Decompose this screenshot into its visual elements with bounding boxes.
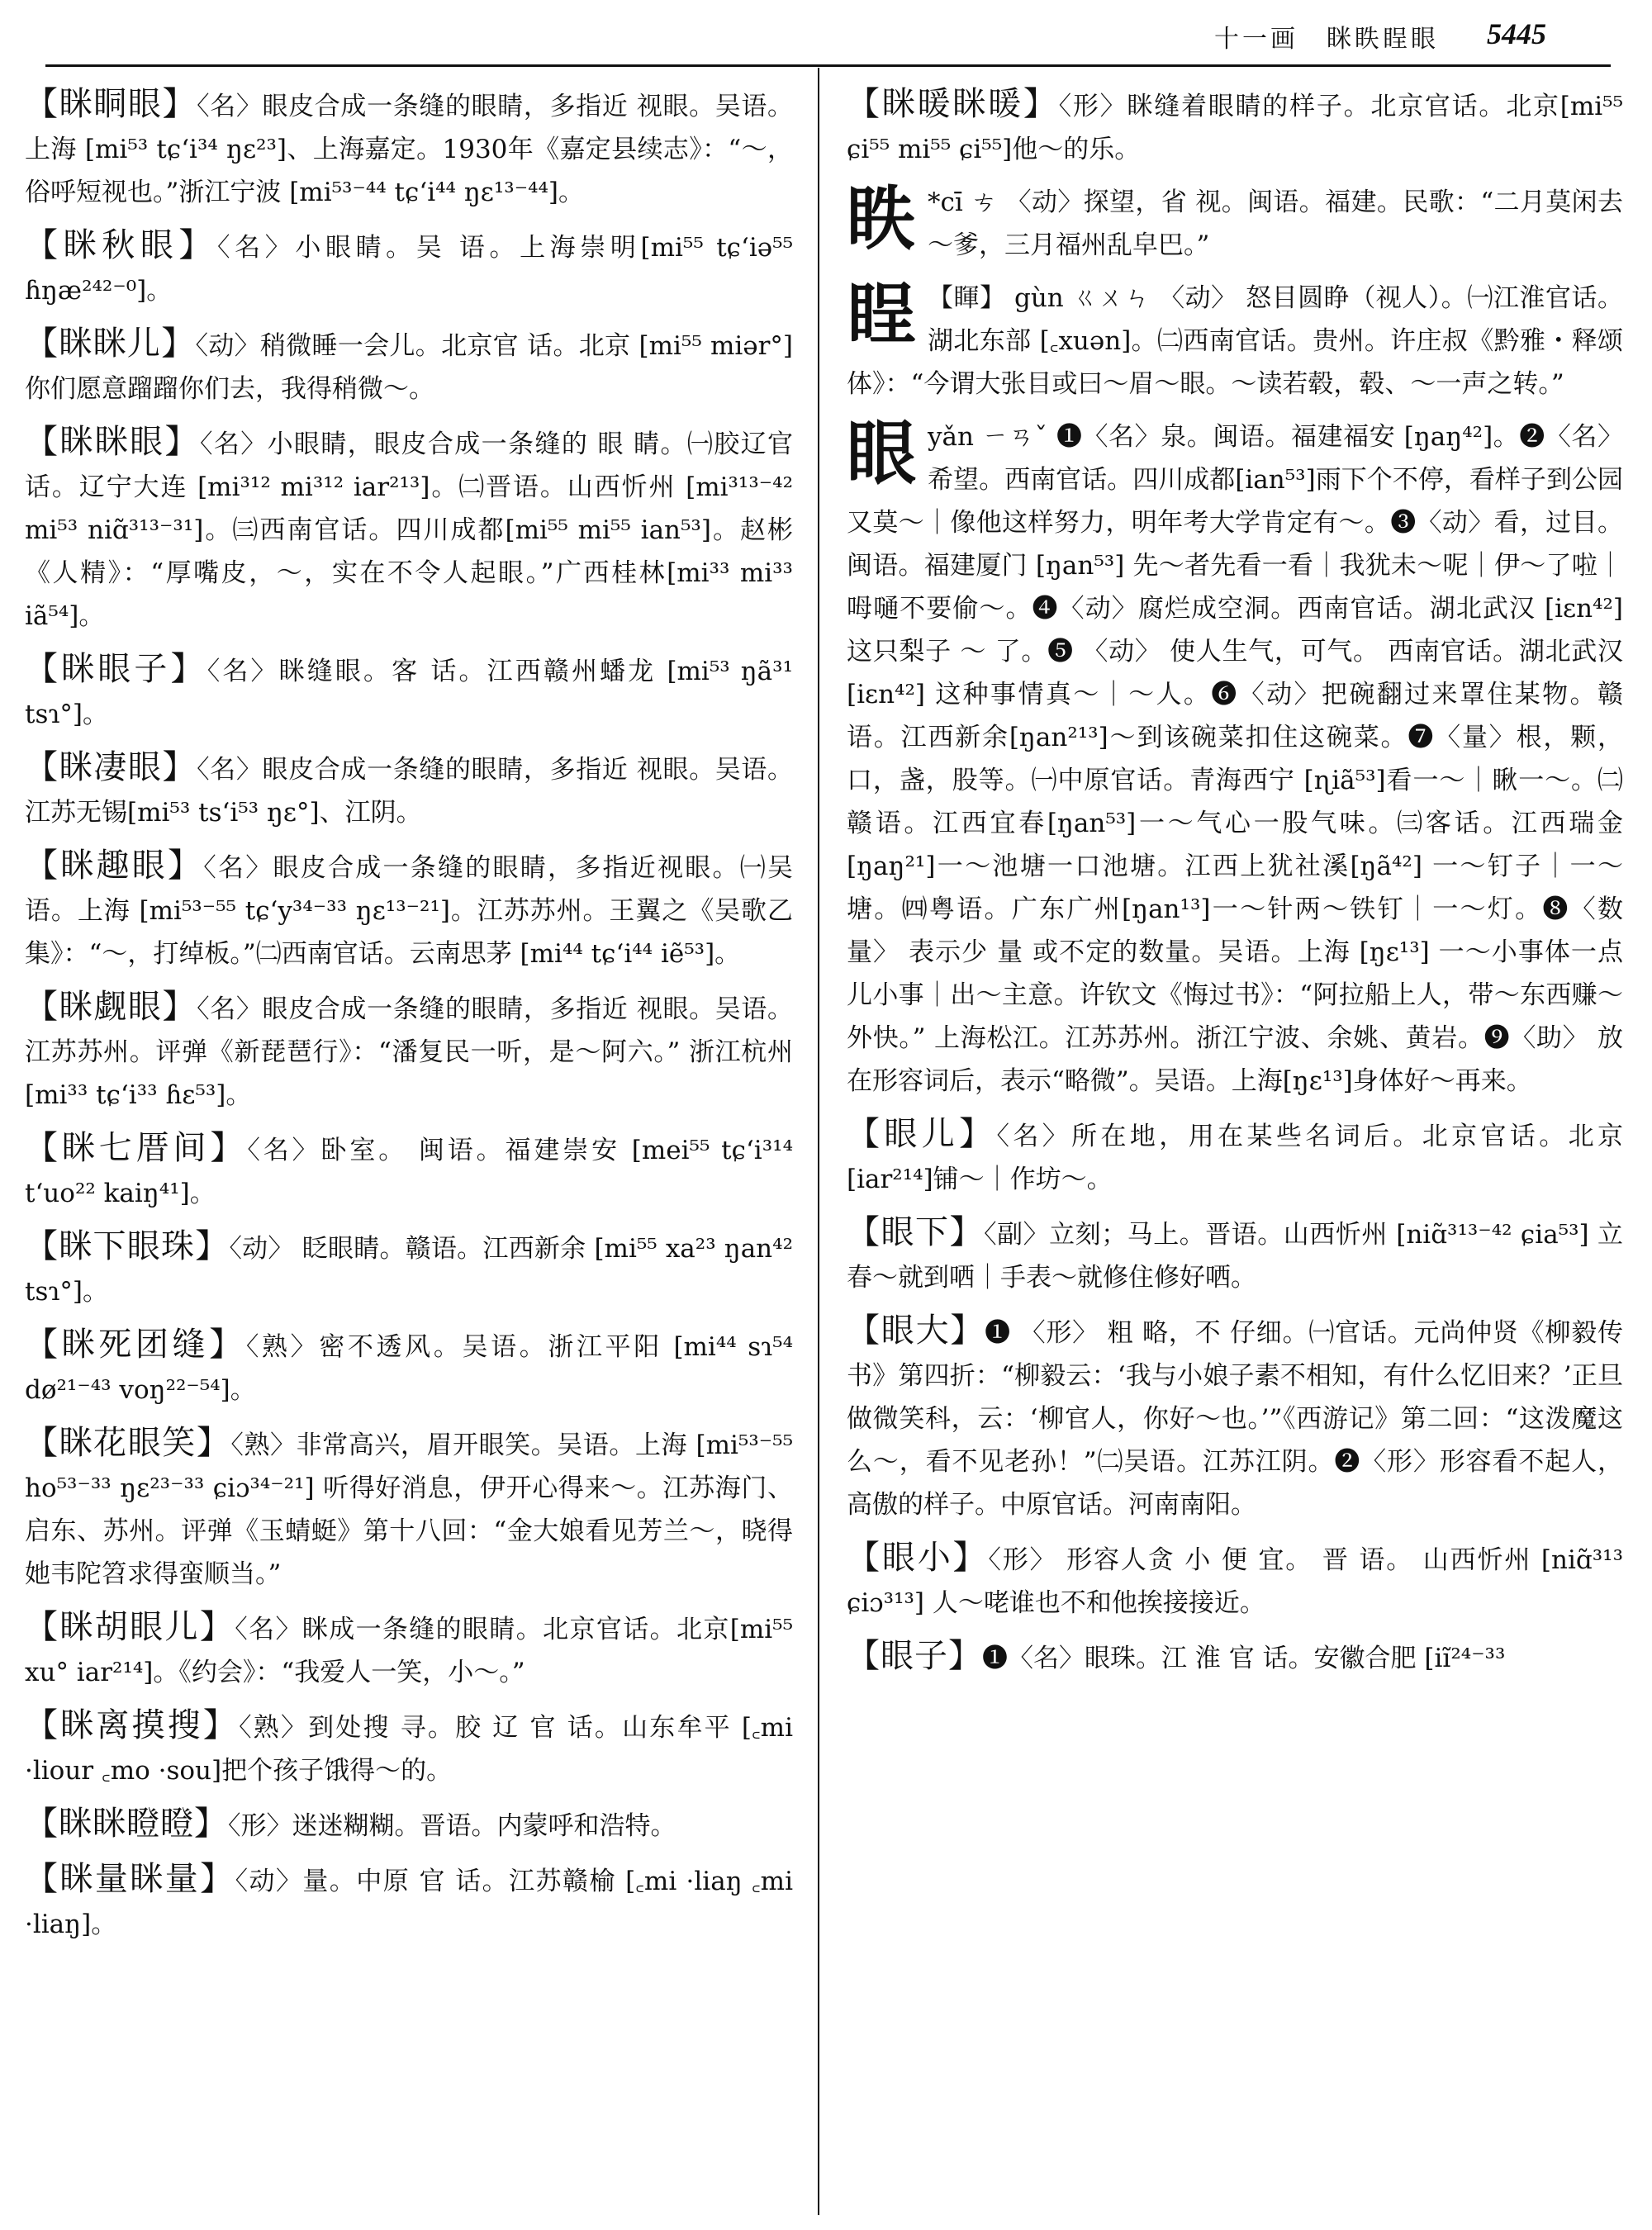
dictionary-entry: [847, 1113, 1623, 1201]
entry-definition: 〈动〉稍微睡一会儿。北京官 话。北京 [mi⁵⁵ miər°]你们愿意蹓蹓你们去，我得稍微～。: [25, 331, 793, 404]
entry-headword: 【眼子】: [847, 1637, 982, 1675]
dictionary-entry: [25, 1858, 793, 1946]
dictionary-entry: [25, 985, 793, 1117]
entry-definition: 【睴】 gùn ㄍㄨㄣ 〈动〉 怒目圆睁（视人）。㈠江淮官话。湖北东部 [꜀xuən]。㈡西南官话。贵州。许庄叔《黔雅・释颂体》：“今谓大张目或曰～眉～眼。～读若毂，毂、～一声之转。”: [847, 283, 1623, 399]
right-column: [847, 83, 1623, 2213]
entry-headword: 【眯趣眼】: [25, 847, 204, 885]
dictionary-entry: [25, 1127, 793, 1215]
dictionary-entry: [25, 1704, 793, 1792]
entry-headword: 【眯眼子】: [25, 650, 207, 688]
entry-definition: 〈形〉眯缝着眼睛的样子。北京官话。北京[mi⁵⁵ ɕi⁵⁵ mi⁵⁵ ɕi⁵⁵]他～的乐。: [847, 92, 1623, 164]
entry-definition: 〈动〉量。中原 官 话。江苏赣榆 [꜀mi ·liaŋ ꜀mi ·liaŋ]。: [25, 1867, 793, 1939]
dictionary-entry: [25, 1421, 793, 1596]
dictionary-entry: [25, 1225, 793, 1313]
entry-headword: 【眯凄眼】: [25, 748, 197, 786]
entry-definition: 〈形〉迷迷糊糊。晋语。内蒙呼和浩特。: [228, 1811, 676, 1841]
entry-definition: 〈熟〉密不透风。吴语。浙江平阳 [mi⁴⁴ sɿ⁵⁴ dø²¹⁻⁴³ voŋ²²⁻⁵⁴]。: [25, 1332, 793, 1405]
entry-definition: *cī ㄘ 〈动〉探望，省 视。闽语。福建。民歌：“二月莫闲去～爹，三月福州乱皁巴。”: [928, 187, 1623, 260]
entry-headword: 【眯秋眼】: [25, 226, 218, 264]
entry-headword: 【眯眯眼】: [25, 423, 200, 461]
entry-definition: 〈名〉所在地，用在某些名词后。北京官话。北京 [iar²¹⁴]铺～｜作坊～。: [847, 1122, 1623, 1194]
entry-definition: 〈名〉卧室。 闽语。福建崇安 [mei⁵⁵ tɕʻi³¹⁴ tʻuo²² kaiŋ⁴¹]。: [25, 1136, 793, 1208]
dictionary-entry: [25, 1606, 793, 1694]
dictionary-entry: [25, 648, 793, 736]
left-column: [25, 83, 793, 2213]
entry-headword: 【眯胡眼儿】: [25, 1608, 235, 1646]
entry-headword: 【眯觑眼】: [25, 988, 197, 1026]
entry-headword: 【眯眯瞪瞪】: [25, 1805, 228, 1843]
header-section-title: 十一画 眯眣睈眼: [1214, 25, 1439, 54]
page-number: 5445: [1487, 17, 1546, 50]
entry-definition: 〈熟〉到处搜 寻。胶 辽 官 话。山东牟平 [꜀mi ·liour ꜀mo ·sou]把个孩子饿得～的。: [25, 1713, 793, 1786]
entry-headword: 【眼大】: [847, 1312, 985, 1350]
entry-headword: 【眼小】: [847, 1539, 989, 1577]
dictionary-entry: [25, 420, 793, 638]
entry-definition: ❶ 〈形〉 粗 略，不 仔细。㈠官话。元尚仲贤《柳毅传书》第四折：“柳毅云：‘我与小娘子素不相知，有什么忆旧来？’正旦做微笑科，云：‘柳官人，你好～也。’”《西游记》第二回：“这泼魔这么～，看不见老孙！”㈡吴语。江苏江阴。❷〈形〉形容看不起人，高傲的样子。中原官话。河南南阳。: [847, 1318, 1623, 1520]
entry-definition: 〈名〉眯缝眼。客 话。江西赣州蟠龙 [mi⁵³ ŋã³¹ tsɿ°]。: [25, 657, 793, 729]
head-character: 睈: [847, 277, 917, 355]
character-entry: [847, 181, 1623, 267]
entry-headword: 【眯七厝间】: [25, 1129, 248, 1167]
dictionary-entry: [847, 1635, 1623, 1680]
dictionary-entry: [25, 1323, 793, 1412]
entry-definition: 〈名〉眼皮合成一条缝的眼睛，多指近 视眼。吴语。上海 [mi⁵³ tɕʻi³⁴ ŋɛ²³]、上海嘉定。1930年《嘉定县续志》：“～，俗呼短视也。”浙江宁波 [mi⁵³⁻⁴⁴ tɕʻi⁴⁴ ŋɛ¹³⁻⁴⁴]。: [25, 92, 793, 207]
entry-headword: 【眯花眼笑】: [25, 1424, 231, 1462]
character-entry: [847, 415, 1623, 1103]
entry-definition: 〈形〉 形容人贪 小 便 宜。 晋 语。 山西忻州 [niɑ̃³¹³ ɕiɔ³¹³] 人～咾谁也不和他挨接接近。: [847, 1545, 1623, 1618]
entry-definition: 〈熟〉非常高兴，眉开眼笑。吴语。上海 [mi⁵³⁻⁵⁵ ho⁵³⁻³³ ŋɛ²³⁻³³ ɕiɔ³⁴⁻²¹] 听得好消息，伊开心得来～。江苏海门、启东、苏州。评弹《玉蜻蜓》第十八回：“金大娘看见芳兰～，晓得她韦陀笤求得蛮顺当。”: [25, 1431, 793, 1589]
entry-headword: 【眼儿】: [847, 1115, 997, 1153]
entry-definition: ❶〈名〉眼珠。江 淮 官 话。安徽合肥 [iĩ²⁴⁻³³: [982, 1644, 1506, 1673]
dictionary-entry: [847, 1211, 1623, 1299]
entry-definition: 〈副〉立刻；马上。晋语。山西忻州 [niɑ̃³¹³⁻⁴² ɕia⁵³] 立春～就到哂｜手表～就修住修好哂。: [847, 1220, 1623, 1293]
entry-headword: 【眯眯儿】: [25, 325, 196, 363]
dictionary-entry: [25, 1802, 793, 1848]
entry-headword: 【眯眮眼】: [25, 85, 197, 123]
entry-definition: 〈名〉眯成一条缝的眼睛。北京官话。北京[mi⁵⁵ xu° iar²¹⁴]。《约会》：“我爱人一笑，小～。”: [25, 1615, 793, 1687]
head-character: 眼: [847, 415, 917, 494]
dictionary-entry: [25, 322, 793, 410]
character-entry: [847, 277, 1623, 406]
dictionary-entry: [25, 224, 793, 312]
entry-definition: 〈名〉眼皮合成一条缝的眼睛，多指近视眼。㈠吴语。上海 [mi⁵³⁻⁵⁵ tɕʻy³⁴⁻³³ ŋɛ¹³⁻²¹]。江苏苏州。王翼之《吴歌乙集》：“～，打绰板。”㈡西南官话。云南思茅 [mi⁴⁴ tɕʻi⁴⁴ iẽ⁵³]。: [25, 853, 793, 969]
entry-definition: 〈名〉小眼睛，眼皮合成一条缝的 眼 睛。㈠胶辽官话。辽宁大连 [mi³¹² mi³¹² iar²¹³]。㈡晋语。山西忻州 [mi³¹³⁻⁴² mi⁵³ niɑ̃³¹³⁻³¹]。㈢西南官话。四川成都[mi⁵⁵ mi⁵⁵ ian⁵³]。赵彬《人精》：“厚嘴皮，～，实在不令人起眼。”广西桂林[mi³³ mi³³ iã⁵⁴]。: [25, 429, 793, 631]
entry-definition: 〈动〉 眨眼睛。赣语。江西新余 [mi⁵⁵ xa²³ ŋan⁴² tsɿ°]。: [25, 1234, 793, 1307]
head-character: 眣: [847, 181, 917, 259]
entry-definition: 〈名〉眼皮合成一条缝的眼睛，多指近 视眼。吴语。江苏苏州。评弹《新琵琶行》：“潘复民一听，是～阿六。” 浙江杭州[mi³³ tɕʻi³³ ɦɛ⁵³]。: [25, 994, 793, 1110]
entry-definition: 〈名〉眼皮合成一条缝的眼睛，多指近 视眼。吴语。江苏无锡[mi⁵³ tsʻi⁵³ ŋɛ°]、江阴。: [25, 755, 793, 828]
dictionary-entry: [25, 83, 793, 214]
entry-definition: yǎn ㄧㄢˇ ❶〈名〉泉。闽语。福建福安 [ŋaŋ⁴²]。❷〈名〉希望。西南官话。四川成都[ian⁵³]雨下个不停，看样子到公园又莫～｜像他这样努力，明年考大学肯定有～。❸〈动〉看，过目。闽语。福建厦门 [ŋan⁵³] 先～者先看一看｜我犹未～呢｜伊～了啦｜呣嗵不要偷～。❹〈动〉腐烂成空洞。西南官话。湖北武汉 [iɛn⁴²] 这只梨子 ～ 了。❺ 〈动〉 使人生气，可气。 西南官话。湖北武汉 [iɛn⁴²] 这种事情真～｜～人。❻〈动〉把碗翻过来罩住某物。赣语。江西新余[ŋan²¹³]～到该碗菜扣住这碗菜。❼〈量〉根，颗，口，盏，股等。㈠中原官话。青海西宁 [ɳiã⁵³]看一～｜瞅一～。㈡赣语。江西宜春[ŋan⁵³]一～气心一股气味。㈢客话。江西瑞金[ŋaŋ²¹]一～池塘一口池塘。江西上犹社溪[ŋã⁴²] 一～钉子｜一～塘。㈣粤语。广东广州[ŋan¹³]一～针两～铁钉｜一～灯。❽〈数量〉 表示少 量 或不定的数量。吴语。上海 [ŋɛ¹³] 一～小事体一点儿小事｜出～主意。许钦文《悔过书》：“阿拉船上人，带～东西赚～外快。” 上海松江。江苏苏州。浙江宁波、余姚、黄岩。❾〈助〉 放在形容词后，表示“略微”。吴语。上海[ŋɛ¹³]身体好～再来。: [847, 422, 1623, 1096]
entry-headword: 【眯暖眯暖】: [847, 85, 1059, 123]
entry-headword: 【眼下】: [847, 1213, 985, 1251]
entry-headword: 【眯离摸搜】: [25, 1706, 240, 1744]
entry-headword: 【眯死团缝】: [25, 1326, 246, 1364]
dictionary-entry: [25, 746, 793, 834]
dictionary-entry: [25, 844, 793, 975]
page-header: [0, 0, 1652, 58]
entry-headword: 【眯量眯量】: [25, 1860, 235, 1898]
dictionary-entry: [847, 83, 1623, 171]
column-divider: [818, 68, 819, 2215]
dictionary-entry: [847, 1309, 1623, 1526]
dictionary-entry: [847, 1536, 1623, 1625]
entry-definition: 〈名〉小眼睛。吴 语。上海崇明[mi⁵⁵ tɕʻiə⁵⁵ ɦŋæ²⁴²⁻⁰]。: [25, 233, 793, 306]
header-rule: [45, 64, 1611, 67]
entry-headword: 【眯下眼珠】: [25, 1227, 230, 1265]
